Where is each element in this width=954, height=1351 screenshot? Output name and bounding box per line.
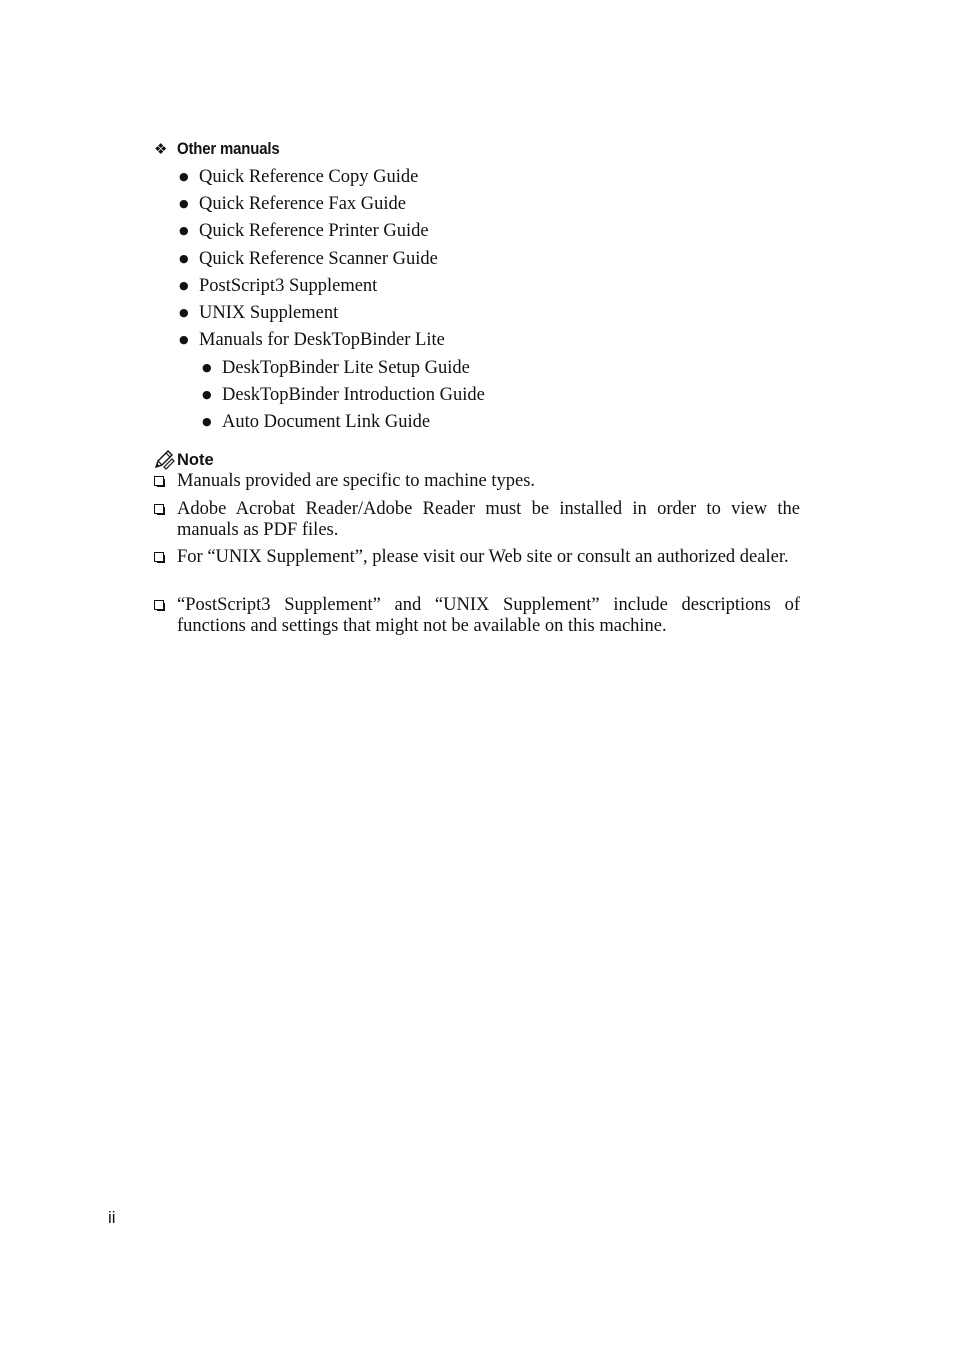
page-number: ii [108,1208,116,1227]
sub-list-item [202,384,485,406]
note-text: Manuals provided are specific to machine types. [177,471,536,491]
list-item-text: PostScript3 Supplement [199,276,378,296]
bullet-icon: ● [179,252,189,265]
four-diamond-icon: ❖ [154,139,168,158]
list-item-text: Quick Reference Scanner Guide [199,249,438,269]
checkbox-bullet-icon [154,504,164,514]
bullet-icon: ● [179,279,189,292]
note-label: Note [177,451,214,469]
checkbox-bullet-icon [154,552,164,562]
note-item [154,471,800,492]
checkbox-bullet-icon [154,600,164,610]
sub-list-item-text: Auto Document Link Guide [222,412,431,432]
sub-list-item-text: DeskTopBinder Introduction Guide [222,385,485,405]
note-item [154,595,800,637]
list-item [179,329,445,351]
list-item-text: UNIX Supplement [199,303,339,323]
list-item [179,193,407,215]
bullet-icon: ● [202,361,212,374]
list-item-text: Manuals for DeskTopBinder Lite [199,330,445,350]
pencil-icon [153,448,175,470]
list-item [179,248,438,270]
checkbox-bullet-icon [154,476,164,486]
bullet-icon: ● [179,197,189,210]
bullet-icon: ● [179,306,189,319]
note-text: “PostScript3 Supplement” and “UNIX Supplement” include descriptions of functions and settings that might not be available on this machine. [177,595,800,636]
section-heading [154,138,293,160]
bullet-icon: ● [202,415,212,428]
sub-list-item [202,357,470,379]
sub-list-item [202,411,431,433]
list-item [179,275,378,297]
list-item-text: Quick Reference Fax Guide [199,194,407,214]
note-item [154,499,800,541]
list-item [179,302,339,324]
bullet-icon: ● [179,170,189,183]
list-item [179,166,419,188]
section-title: Other manuals [177,139,280,158]
sub-list-item-text: DeskTopBinder Lite Setup Guide [222,358,470,378]
bullet-icon: ● [202,388,212,401]
list-item-text: Quick Reference Printer Guide [199,221,429,241]
list-item [179,220,429,242]
list-item-text: Quick Reference Copy Guide [199,167,419,187]
bullet-icon: ● [179,333,189,346]
note-text: For “UNIX Supplement”, please visit our Web site or consult an authorized dealer. [177,547,789,567]
note-item [154,547,800,568]
bullet-icon: ● [179,224,189,237]
note-text: Adobe Acrobat Reader/Adobe Reader must be installed in order to view the manuals as PDF files. [177,499,800,540]
note-heading [153,446,214,470]
